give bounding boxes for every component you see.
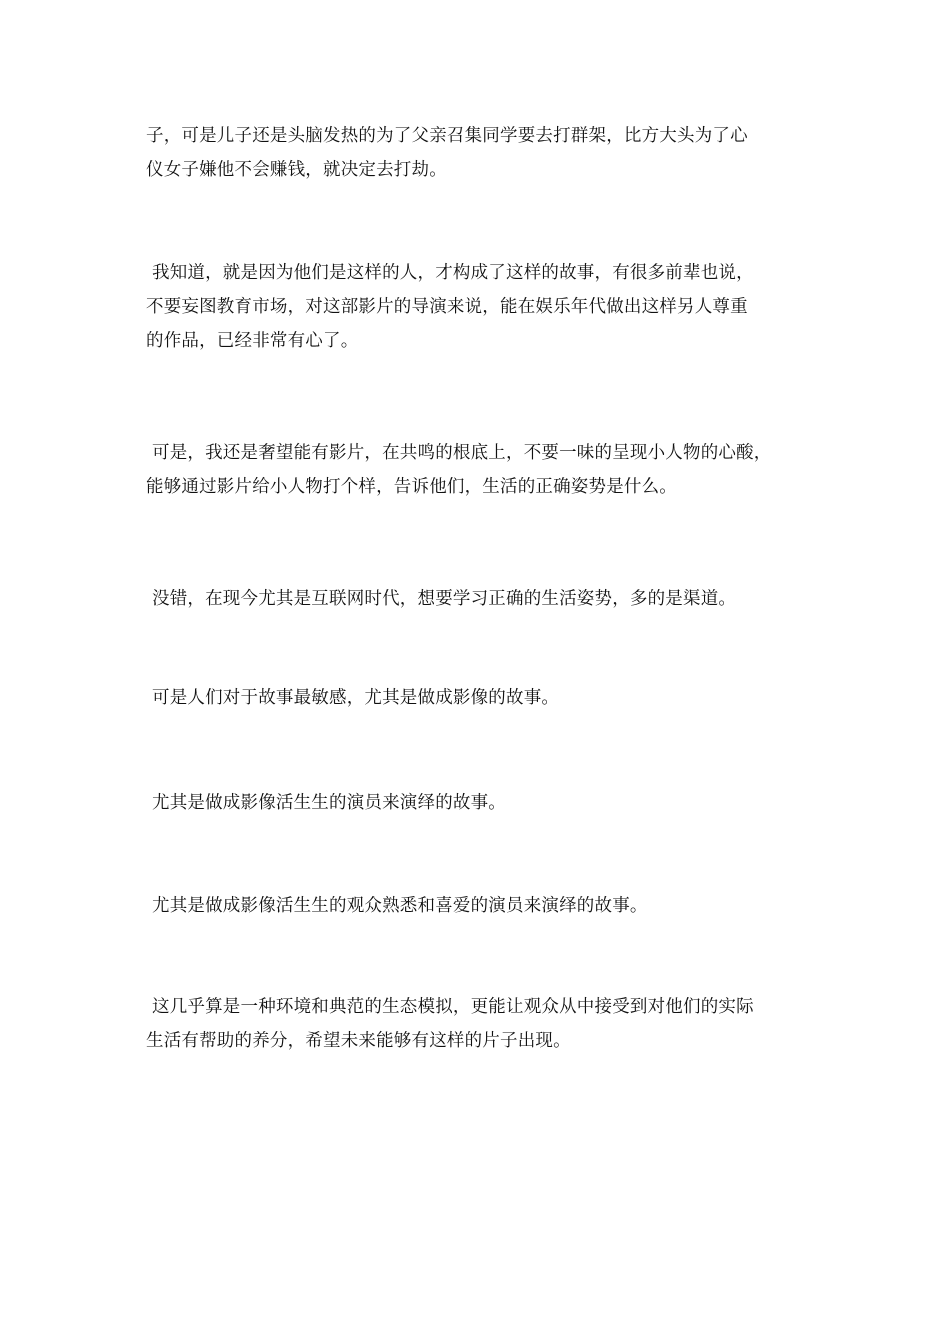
paragraph-line: 可是，我还是奢望能有影片，在共鸣的根底上，不要一味的呈现小人物的心酸，: [152, 443, 772, 463]
paragraph-line: 可是人们对于故事最敏感，尤其是做成影像的故事。: [152, 688, 560, 708]
paragraph-4: [146, 582, 826, 616]
paragraph-line: 生活有帮助的养分，希望未来能够有这样的片子出现。: [146, 1031, 571, 1051]
paragraph-5: [146, 681, 826, 715]
paragraph-3: [146, 436, 826, 504]
paragraph-line: 尤其是做成影像活生生的演员来演绎的故事。: [152, 793, 506, 813]
paragraph-2: [146, 256, 826, 358]
paragraph-line: 子，可是儿子还是头脑发热的为了父亲召集同学要去打群架，比方大头为了心: [146, 126, 748, 146]
paragraph-line: 我知道，就是因为他们是这样的人，才构成了这样的故事，有很多前辈也说，: [152, 263, 754, 283]
paragraph-line: 仪女子嫌他不会赚钱，就决定去打劫。: [146, 160, 447, 180]
paragraph-line: 这几乎算是一种环境和典范的生态模拟，更能让观众从中接受到对他们的实际: [152, 997, 754, 1017]
paragraph-7: [146, 889, 826, 923]
paragraph-8: [146, 990, 826, 1058]
paragraph-1: [146, 119, 826, 187]
paragraph-line: 的作品，已经非常有心了。: [146, 331, 359, 351]
paragraph-line: 不要妄图教育市场，对这部影片的导演来说，能在娱乐年代做出这样另人尊重: [146, 297, 748, 317]
paragraph-line: 尤其是做成影像活生生的观众熟悉和喜爱的演员来演绎的故事。: [152, 896, 648, 916]
paragraph-line: 没错，在现今尤其是互联网时代，想要学习正确的生活姿势，多的是渠道。: [152, 589, 737, 609]
paragraph-line: 能够通过影片给小人物打个样，告诉他们，生活的正确姿势是什么。: [146, 477, 677, 497]
paragraph-6: [146, 786, 826, 820]
